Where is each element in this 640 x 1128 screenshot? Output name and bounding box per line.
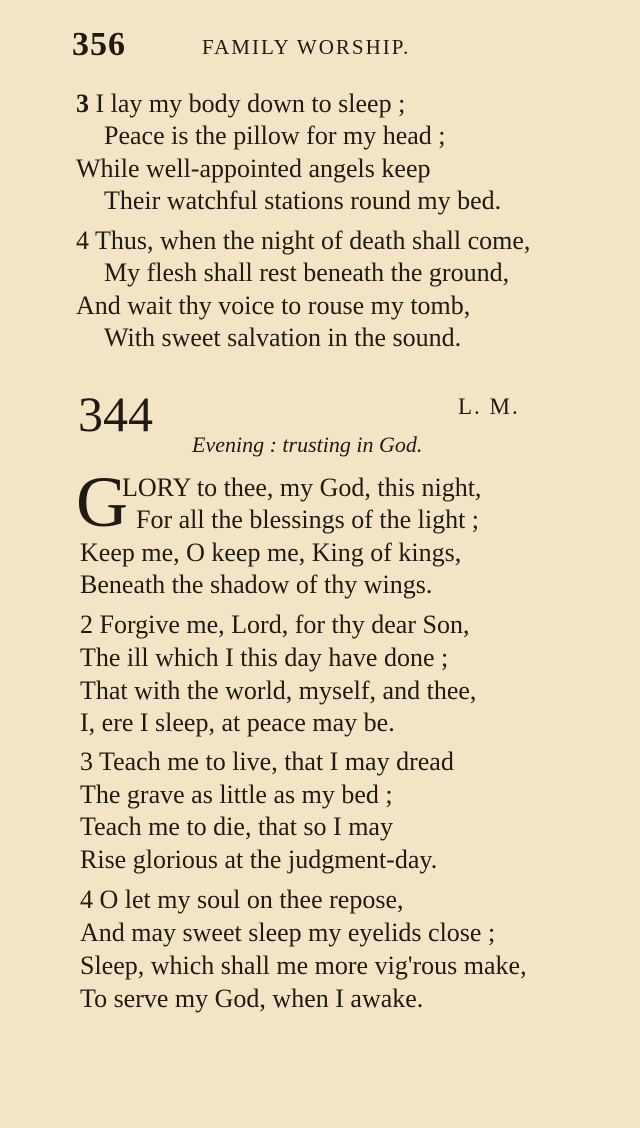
verse-line: For all the blessings of the light ;	[136, 505, 480, 534]
verse-line: To serve my God, when I awake.	[80, 984, 424, 1013]
drop-cap: G	[76, 462, 128, 542]
page-header	[72, 26, 592, 66]
verse-line: Their watchful stations round my bed.	[104, 186, 502, 215]
verse-line: Peace is the pillow for my head ;	[104, 121, 446, 150]
hymn-title: Evening : trusting in God.	[192, 432, 423, 457]
page-number: 356	[72, 26, 126, 63]
verse-line: I, ere I sleep, at peace may be.	[80, 708, 395, 737]
stanza-number: 3	[80, 747, 93, 776]
verse-line: With sweet salvation in the sound.	[104, 323, 462, 352]
verse-line: Sleep, which shall me more vig'rous make,	[80, 951, 527, 980]
stanza-number: 3	[76, 89, 89, 118]
verse-line: 2 Forgive me, Lord, for thy dear Son,	[80, 610, 470, 639]
verse-line: And may sweet sleep my eyelids close ;	[80, 918, 496, 947]
verse-line: 3 Teach me to live, that I may dread	[80, 747, 454, 776]
verse-line: Rise glorious at the judgment-day.	[80, 845, 438, 874]
verse-line: That with the world, myself, and thee,	[80, 676, 477, 705]
hymn-meter: L. M.	[458, 394, 520, 419]
verse-line: 3 I lay my body down to sleep ;	[76, 89, 406, 118]
running-title: FAMILY WORSHIP.	[202, 35, 411, 59]
verse-line: Beneath the shadow of thy wings.	[80, 570, 433, 599]
verse-line: 4 O let my soul on thee repose,	[80, 885, 404, 914]
verse-line: The ill which I this day have done ;	[80, 643, 449, 672]
verse-line: And wait thy voice to rouse my tomb,	[76, 291, 471, 320]
hymn-number: 344	[78, 386, 153, 442]
verse-line: LORY to thee, my God, this night,	[122, 473, 482, 502]
verse-line: My flesh shall rest beneath the ground,	[104, 258, 510, 287]
verse-line: Teach me to die, that so I may	[80, 812, 393, 841]
stanza-number: 4	[76, 226, 89, 255]
stanza-number: 2	[80, 610, 93, 639]
verse-line: 4 Thus, when the night of death shall come,	[76, 226, 531, 255]
verse-line: Keep me, O keep me, King of kings,	[80, 538, 462, 567]
verse-line: The grave as little as my bed ;	[80, 780, 393, 809]
verse-line: While well-appointed angels keep	[76, 154, 431, 183]
stanza-number: 4	[80, 885, 93, 914]
